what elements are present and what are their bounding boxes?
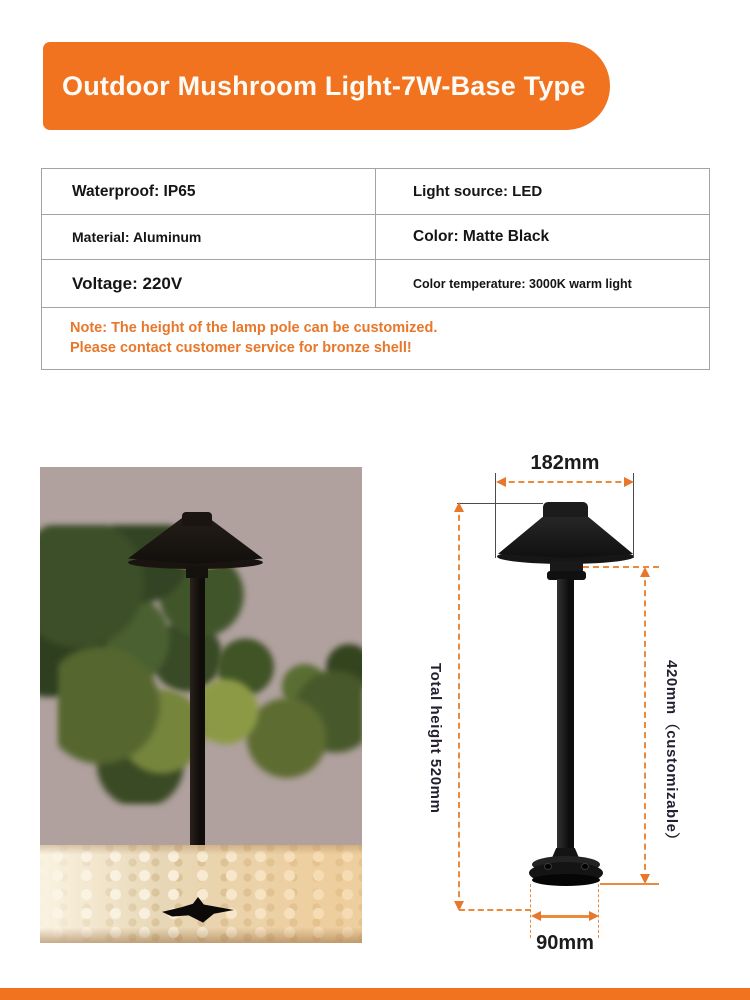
dim-width-label: 182mm	[530, 452, 600, 474]
diagram-base-screw-right	[581, 863, 589, 870]
dim-pole-label: 420mm（customizable）	[663, 660, 680, 849]
diagram-lamp-pole	[557, 579, 574, 852]
dim-base-label: 90mm	[536, 932, 594, 954]
dim-total-height-line	[458, 505, 460, 907]
dim-width-arrow-right	[624, 477, 634, 487]
dim-width-line	[499, 481, 631, 483]
dim-total-height-ext-bottom	[459, 909, 531, 911]
spec-row-voltage	[42, 260, 709, 308]
diagram-base-screw-left	[544, 863, 552, 870]
note-row	[42, 308, 709, 369]
dim-base-line	[541, 915, 589, 918]
spec-table	[41, 168, 710, 370]
spec-cell-waterproof: Waterproof: IP65	[42, 169, 376, 214]
dim-base-arrow-left	[531, 911, 541, 921]
dim-pole-arrow-up	[640, 567, 650, 577]
diagram-lamp-cap	[498, 517, 633, 558]
product-title: Outdoor Mushroom Light-7W-Base Type	[62, 70, 586, 101]
diagram-lamp-knob	[543, 502, 588, 519]
product-title-banner	[43, 42, 610, 130]
spec-cell-material: Material: Aluminum	[42, 215, 376, 259]
photo-lamp-knob	[182, 512, 212, 526]
spec-row-waterproof	[42, 169, 709, 215]
spec-cell-voltage: Voltage: 220V	[42, 260, 376, 307]
dim-base-arrow-right	[589, 911, 599, 921]
dim-pole-line	[644, 570, 646, 880]
spec-row-material	[42, 215, 709, 260]
dim-total-height-ext-top	[457, 503, 543, 504]
pebble-ground	[40, 845, 362, 943]
dim-total-height-label: Total height 520mm	[427, 663, 444, 814]
dim-total-height-arrow-up	[454, 502, 464, 512]
pine-branch-lower	[58, 639, 362, 804]
spec-cell-color: Color: Matte Black	[413, 228, 550, 245]
dim-pole-ext-bottom	[600, 883, 659, 885]
bottom-orange-band	[0, 988, 750, 1000]
note-line-1: Note: The height of the lamp pole can be customized.	[70, 320, 438, 336]
photo-lamp-neck	[186, 566, 208, 578]
note-line-2: Please contact customer service for bronze shell!	[70, 340, 412, 356]
diagram-lamp-base-disc-bottom	[532, 874, 600, 886]
spec-cell-light-source: Light source: LED	[413, 183, 543, 200]
spec-cell-color-temperature: Color temperature: 3000K warm light	[413, 276, 632, 291]
dim-width-arrow-left	[496, 477, 506, 487]
product-photo	[40, 467, 362, 943]
